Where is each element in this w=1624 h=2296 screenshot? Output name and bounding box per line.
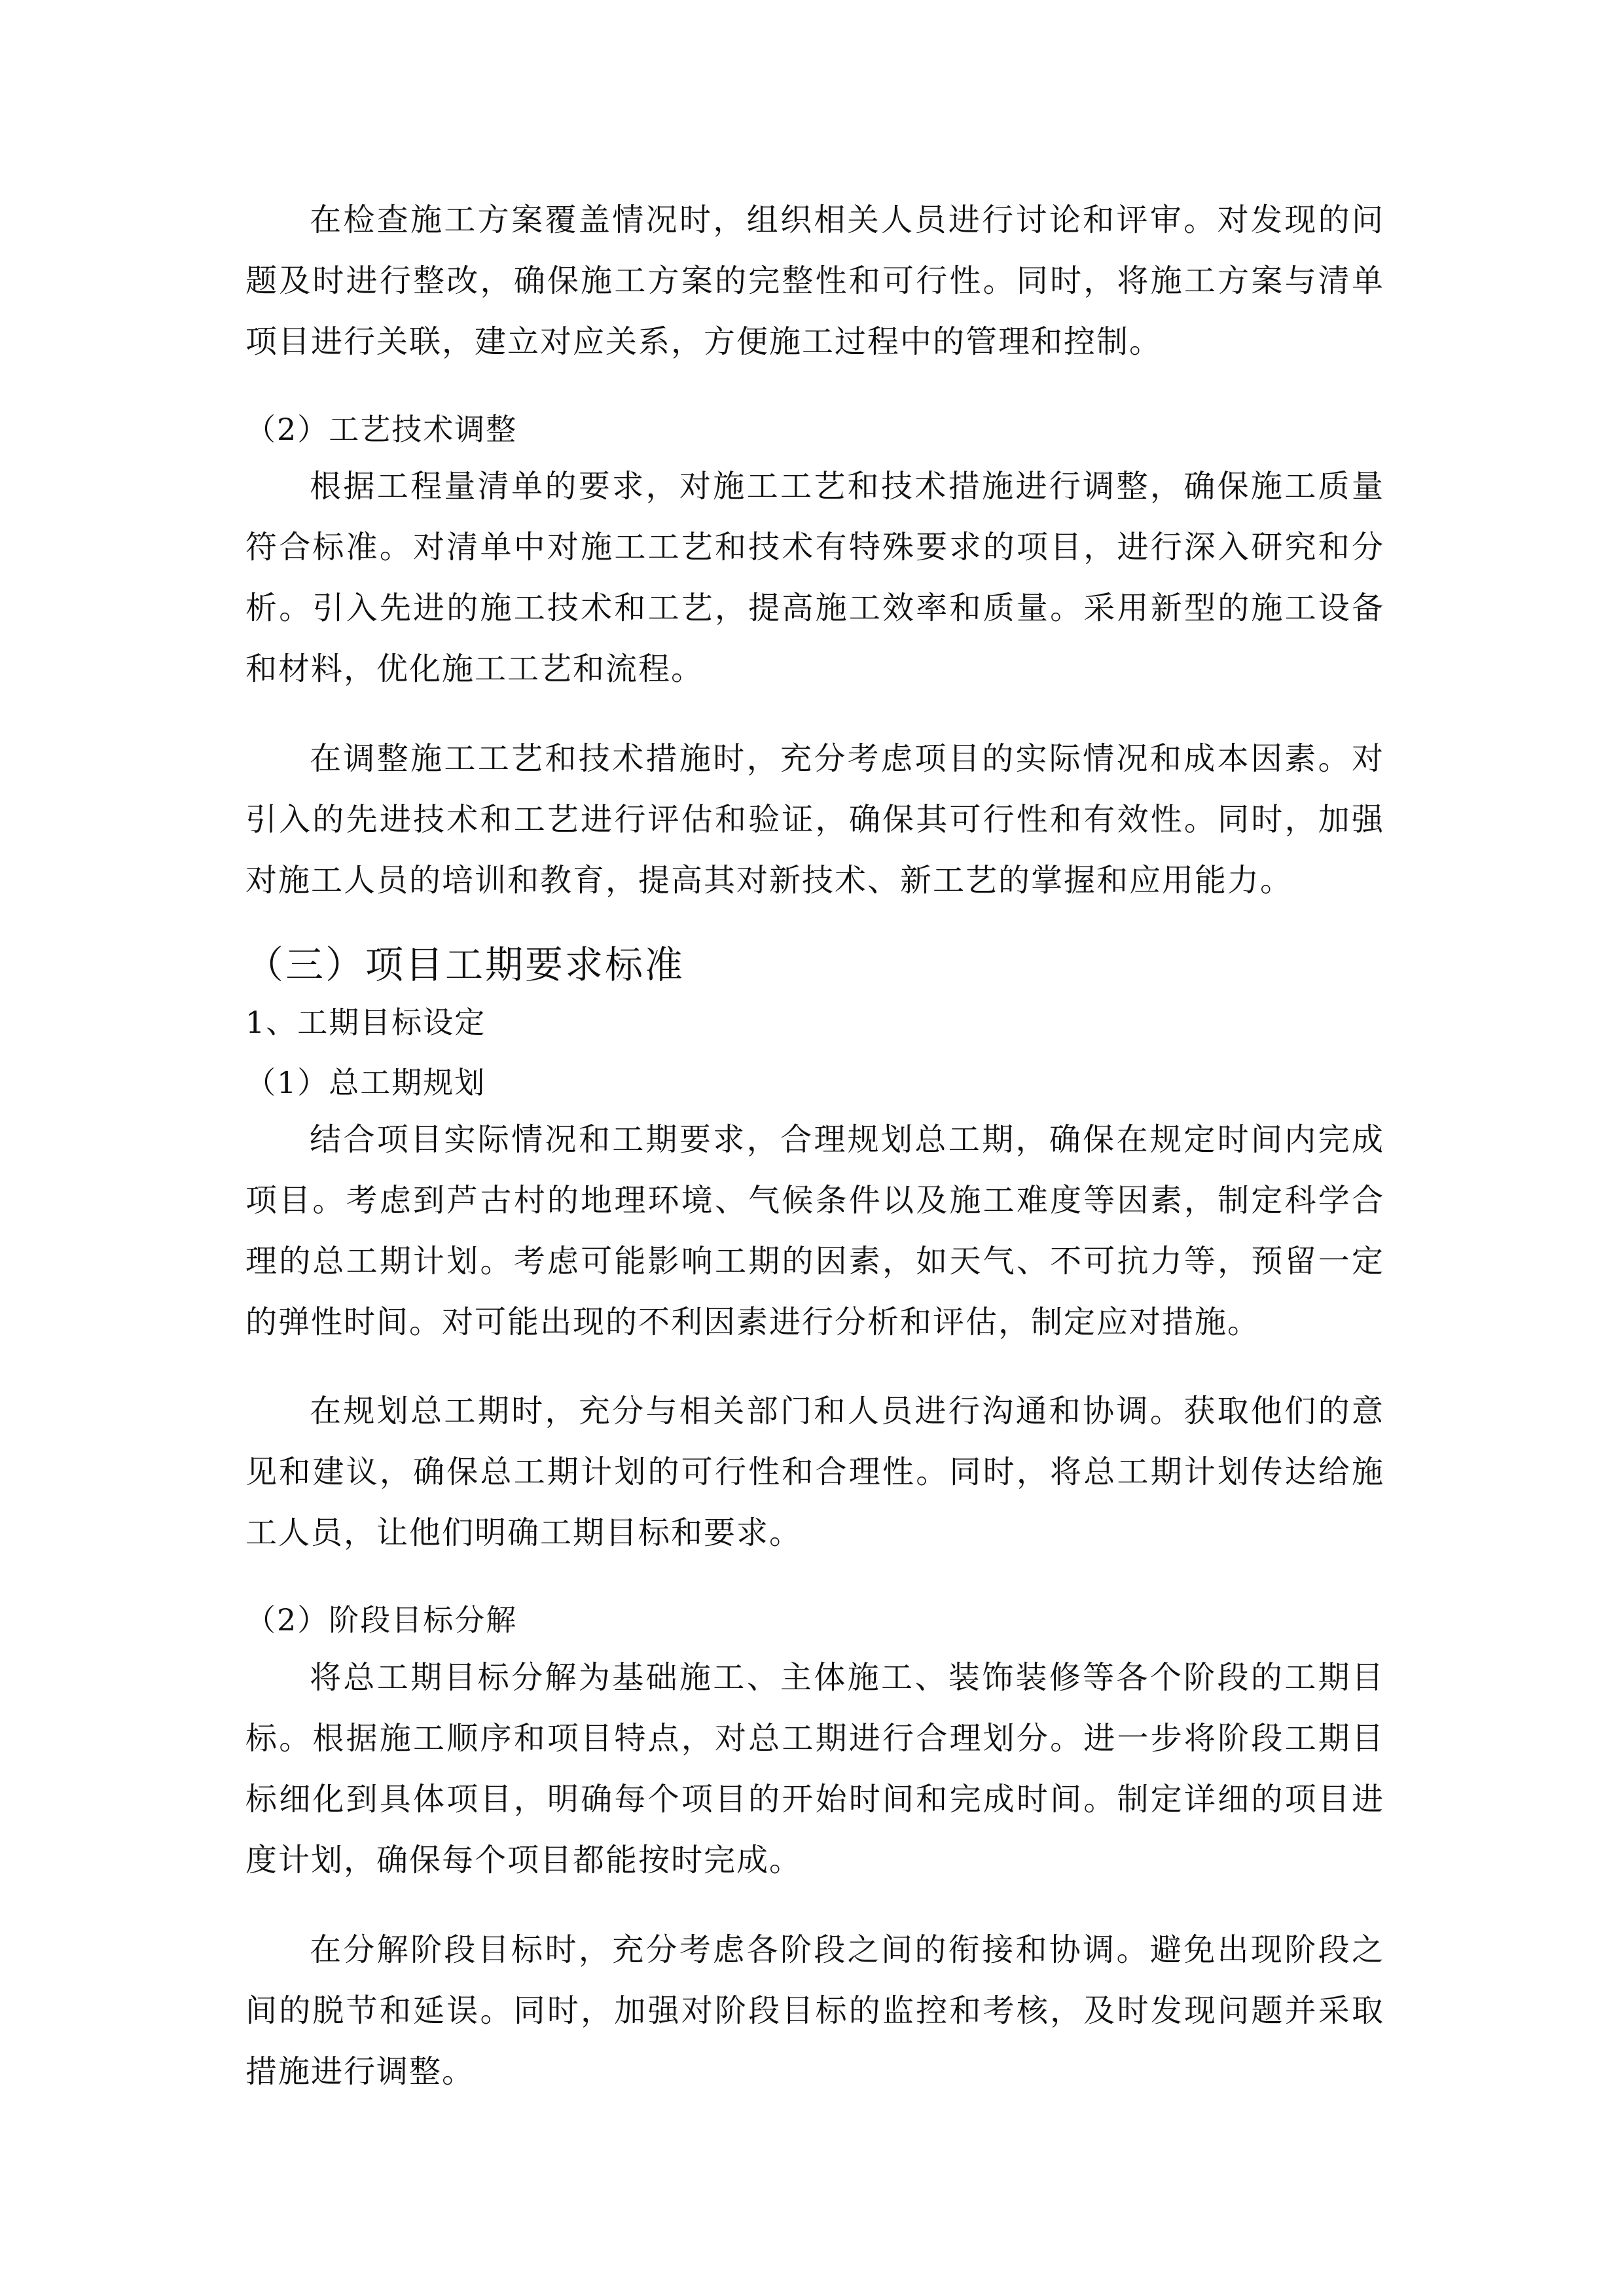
subheading-stage-goal-decomposition: （2）阶段目标分解 [245,1602,518,1638]
paragraph-stage-coordination: 在分解阶段目标时，充分考虑各阶段之间的衔接和协调。避免出现阶段之间的脱节和延误。同时，加强对阶段目标的监控和考核，及时发现问题并采取措施进行调整。 [245,1931,1384,2090]
section-heading-schedule-standard: （三）项目工期要求标准 [245,942,685,987]
paragraph-plan-coverage-review: 在检查施工方案覆盖情况时，组织相关人员进行讨论和评审。对发现的问题及时进行整改，确保施工方案的完整性和可行性。同时，将施工方案与清单项目进行关联，建立对应关系，方便施工过程中的管理和控制。 [245,202,1384,360]
paragraph-stage-decomposition: 将总工期目标分解为基础施工、主体施工、装饰装修等各个阶段的工期目标。根据施工顺序和项目特点，对总工期进行合理划分。进一步将阶段工期目标细化到具体项目，明确每个项目的开始时间和完成时间。制定详细的项目进度计划，确保每个项目都能按时完成。 [245,1659,1384,1878]
paragraph-schedule-coordination: 在规划总工期时，充分与相关部门和人员进行沟通和协调。获取他们的意见和建议，确保总工期计划的可行性和合理性。同时，将总工期计划传达给施工人员，让他们明确工期目标和要求。 [245,1393,1384,1551]
paragraph-total-schedule: 结合项目实际情况和工期要求，合理规划总工期，确保在规定时间内完成项目。考虑到芦古村的地理环境、气候条件以及施工难度等因素，制定科学合理的总工期计划。考虑可能影响工期的因素，如天气、不可抗力等，预留一定的弹性时间。对可能出现的不利因素进行分析和评估，制定应对措施。 [245,1121,1384,1340]
paragraph-process-adjustment: 根据工程量清单的要求，对施工工艺和技术措施进行调整，确保施工质量符合标准。对清单中对施工工艺和技术有特殊要求的项目，进行深入研究和分析。引入先进的施工技术和工艺，提高施工效率和质量。采用新型的施工设备和材料，优化施工工艺和流程。 [245,468,1384,687]
subheading-process-technology-adjustment: （2）工艺技术调整 [245,412,518,447]
subheading-total-schedule-planning: （1）总工期规划 [245,1065,486,1100]
paragraph-technology-evaluation: 在调整施工工艺和技术措施时，充分考虑项目的实际情况和成本因素。对引入的先进技术和工艺进行评估和验证，确保其可行性和有效性。同时，加强对施工人员的培训和教育，提高其对新技术、新工艺的掌握和应用能力。 [245,740,1384,899]
subheading-schedule-goal-setting: 1、工期目标设定 [245,1005,486,1040]
